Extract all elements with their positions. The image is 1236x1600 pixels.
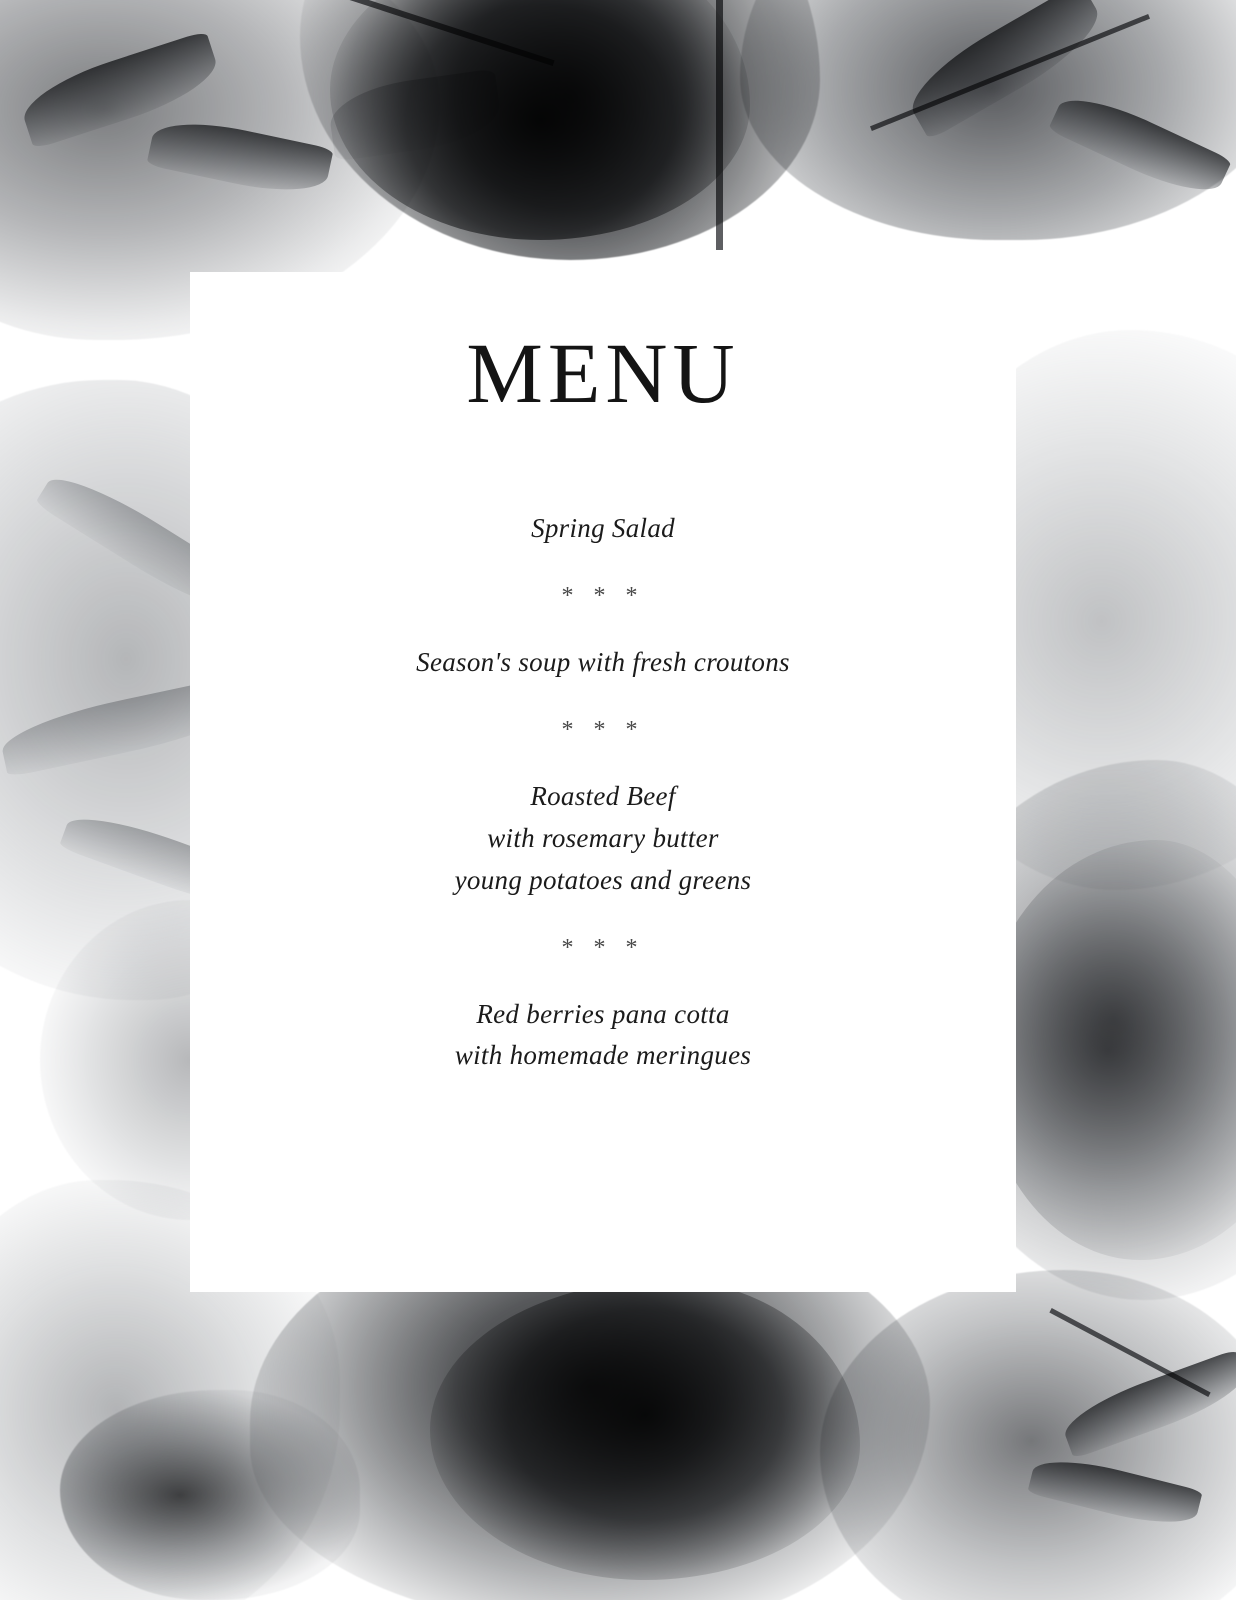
page-title: MENU (466, 325, 740, 421)
course-line: Season's soup with fresh croutons (416, 647, 790, 678)
course-list (190, 508, 1016, 1077)
course-separator: * * * (561, 716, 645, 743)
course-item-pana-cotta (190, 994, 1016, 1078)
course-item-spring-salad (190, 508, 1016, 550)
course-item-roasted-beef (190, 776, 1016, 902)
course-separator: * * * (561, 583, 645, 610)
course-line: with rosemary butter (487, 822, 719, 853)
course-line: young potatoes and greens (454, 864, 752, 895)
course-line: Spring Salad (531, 513, 675, 544)
course-line: Red berries pana cotta (476, 998, 730, 1029)
course-line: with homemade meringues (454, 1040, 752, 1071)
watercolor-wash (60, 1390, 360, 1600)
course-separator: * * * (561, 934, 645, 961)
menu-card (190, 272, 1016, 1292)
course-item-seasons-soup (190, 642, 1016, 684)
course-line: Roasted Beef (530, 780, 676, 811)
